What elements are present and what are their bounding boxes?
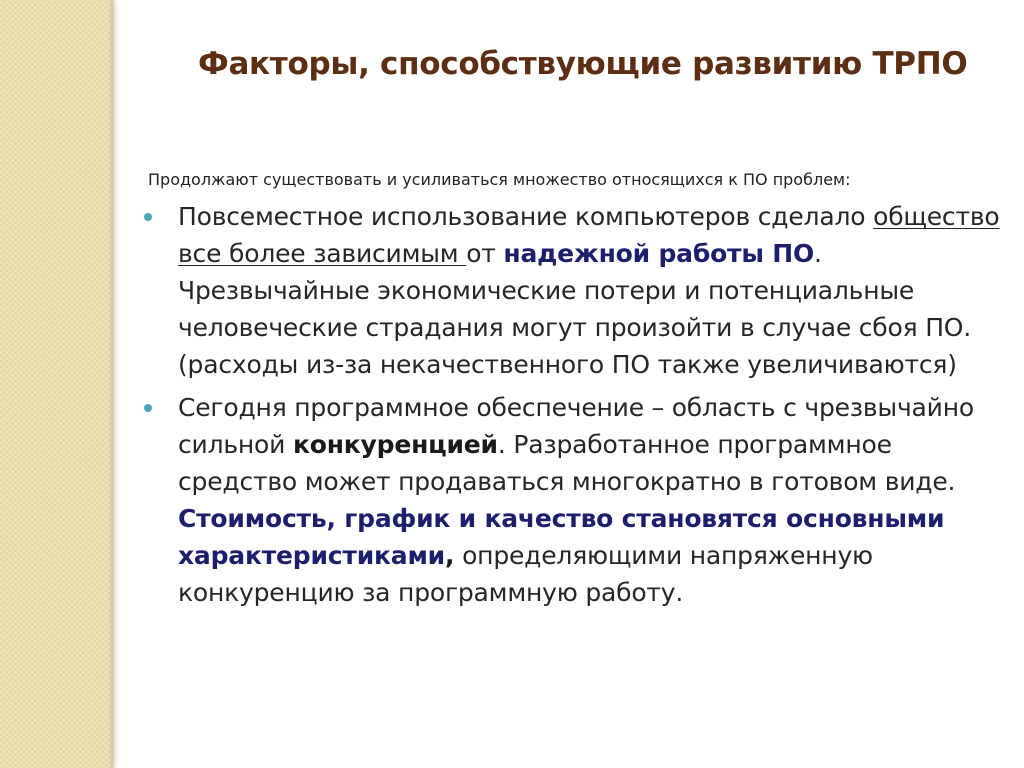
bullet-item-reliability bbox=[134, 198, 1014, 383]
intro-text: Продолжают существовать и усиливаться множество относящихся к ПО проблем: bbox=[148, 170, 851, 189]
emphasis-word: конкуренцией bbox=[292, 430, 498, 459]
underlined-phrase: общество все более зависимым bbox=[178, 202, 1000, 268]
emphasis-phrase: надежной работы ПО bbox=[503, 239, 815, 268]
bullet-dot-icon bbox=[144, 404, 152, 412]
bullet-text: . Чрезвычайные экономические потери и потенциальные человеческие страдания могут произойти в случае сбоя ПО. (расходы из-за некачественного ПО также увеличиваются) bbox=[178, 239, 972, 379]
bullet-text: Сегодня программное обеспечение – область с чрезвычайно сильной bbox=[178, 393, 974, 459]
emphasis-phrase: Стоимость, график и качество становятся основными характеристиками bbox=[178, 504, 945, 570]
decorative-left-band bbox=[0, 0, 110, 768]
bullet-text: . Разработанное программное средство может продаваться многократно в готовом виде. bbox=[178, 430, 956, 496]
bullet-dot-icon bbox=[144, 213, 152, 221]
bullet-item-competition bbox=[134, 389, 1014, 611]
bullet-list bbox=[134, 198, 1014, 611]
slide-content bbox=[114, 0, 1024, 768]
bullet-text: определяющими напряженную конкуренцию за программную работу. bbox=[178, 541, 873, 607]
emphasis-comma: , bbox=[445, 541, 455, 570]
slide-title: Факторы, способствующие развитию ТРПО bbox=[198, 46, 968, 82]
bullet-text: от bbox=[466, 239, 504, 268]
bullet-text: Повсеместное использование компьютеров сделало bbox=[178, 202, 874, 231]
